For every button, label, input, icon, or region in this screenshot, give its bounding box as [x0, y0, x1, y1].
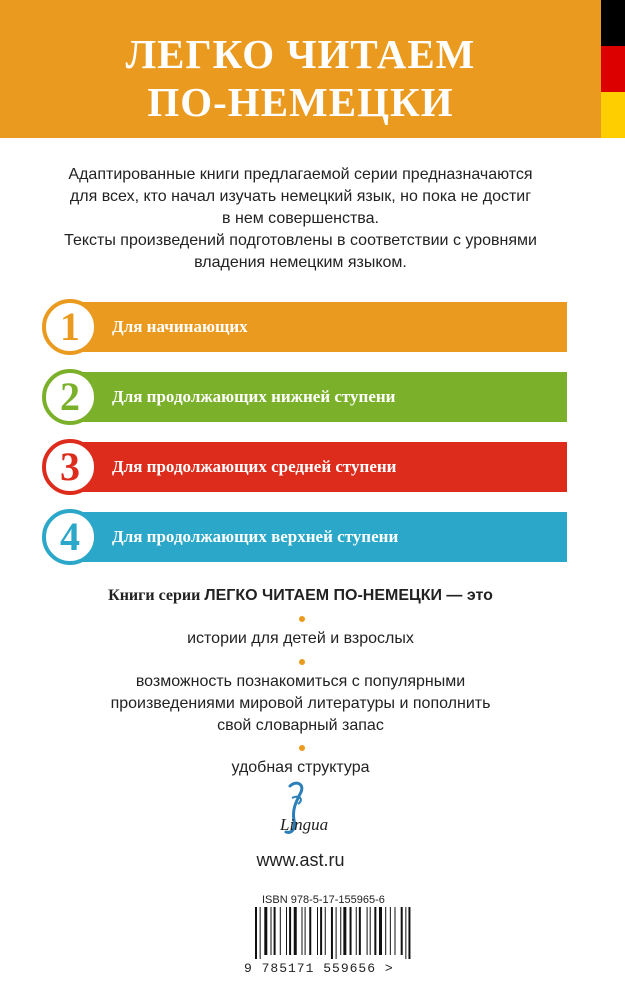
flag-stripe-red — [601, 46, 625, 92]
level-label-2: Для продолжающих нижней ступени — [112, 387, 396, 406]
barcode-bar — [356, 907, 357, 955]
barcode-bar — [379, 907, 382, 955]
logo-text: Lingua — [280, 815, 329, 834]
barcode-bar — [340, 907, 341, 955]
flag-stripe-black — [601, 0, 625, 46]
barcode-bar — [359, 907, 361, 955]
barcode-bar — [325, 907, 326, 955]
level-label-4: Для продолжающих верхней ступени — [112, 527, 399, 546]
intro-line-3: в нем совершенства. — [222, 210, 379, 227]
series-lead — [20, 585, 581, 607]
barcode-bar — [280, 907, 281, 955]
barcode-bar — [331, 907, 333, 959]
title-banner — [0, 0, 601, 138]
series-lead-bold: ЛЕГКО ЧИТАЕМ ПО-НЕМЕЦКИ — [204, 587, 442, 604]
bullet-dot-icon — [299, 659, 305, 665]
bullet-dot-icon — [299, 616, 305, 622]
series-item-2-line-2: произведениями мировой литературы и пополнить — [110, 695, 491, 712]
barcode-bar — [343, 907, 346, 955]
barcode-bar — [374, 907, 376, 955]
publisher-url: www.ast.ru — [256, 850, 345, 870]
series-lead-suffix: — это — [441, 587, 493, 604]
barcode-bar — [309, 907, 311, 955]
right-edge-strip — [601, 138, 625, 1000]
barcode-bar — [336, 907, 337, 959]
barcode-bar — [370, 907, 371, 955]
title-line-2: ПО-НЕМЕЦКИ — [147, 79, 454, 125]
level-label-3: Для продолжающих средней ступени — [112, 457, 397, 476]
series-item-3: удобная структура — [231, 759, 370, 776]
series-item-2-line-1: возможность познакомиться с популярными — [135, 673, 466, 690]
barcode-bar — [408, 907, 410, 959]
barcode-bar — [255, 907, 257, 959]
barcode-bar — [286, 907, 287, 955]
level-label-1: Для начинающих — [112, 317, 248, 336]
level-number-2: 2 — [42, 369, 98, 425]
barcode-bar — [289, 907, 291, 955]
intro-line-5: владения немецким языком. — [194, 254, 407, 271]
barcode-bar — [320, 907, 322, 955]
barcode-bar — [395, 907, 396, 955]
barcode-bar — [264, 907, 267, 955]
barcode-bar — [260, 907, 261, 959]
barcode-bar — [385, 907, 386, 955]
barcode — [255, 907, 455, 959]
lingua-logo — [270, 780, 340, 840]
title-line-1: ЛЕГКО ЧИТАЕМ — [125, 31, 476, 77]
intro-line-4: Тексты произведений подготовлены в соответствии с уровнями — [64, 232, 537, 249]
level-number-1: 1 — [42, 299, 98, 355]
barcode-bar — [390, 907, 391, 955]
series-item-1: истории для детей и взрослых — [187, 630, 414, 647]
german-flag-icon — [601, 0, 625, 138]
barcode-bar — [405, 907, 406, 959]
intro-line-2: для всех, кто начал изучать немецкий язык, но пока не достиг — [69, 188, 532, 205]
bullet-dot-icon — [299, 745, 305, 751]
intro-line-1: Адаптированные книги предлагаемой серии предназначаются — [68, 166, 533, 183]
series-lead-prefix: Книги серии — [108, 587, 205, 604]
barcode-bar — [317, 907, 318, 955]
barcode-bar — [401, 907, 403, 955]
barcode-bar — [271, 907, 272, 955]
barcode-bar — [350, 907, 352, 955]
level-number-4: 4 — [42, 509, 98, 565]
barcode-bar — [294, 907, 297, 955]
barcode-bar — [274, 907, 276, 955]
series-item-2-line-3: свой словарный запас — [217, 717, 384, 734]
isbn-label: ISBN 978-5-17-155965-6 — [262, 894, 385, 906]
level-number-3: 3 — [42, 439, 98, 495]
barcode-bar — [305, 907, 306, 955]
barcode-bar — [302, 907, 303, 955]
flag-stripe-gold — [601, 92, 625, 138]
barcode-digits: 9 785171 559656 > — [244, 961, 394, 976]
barcode-bar — [367, 907, 368, 955]
